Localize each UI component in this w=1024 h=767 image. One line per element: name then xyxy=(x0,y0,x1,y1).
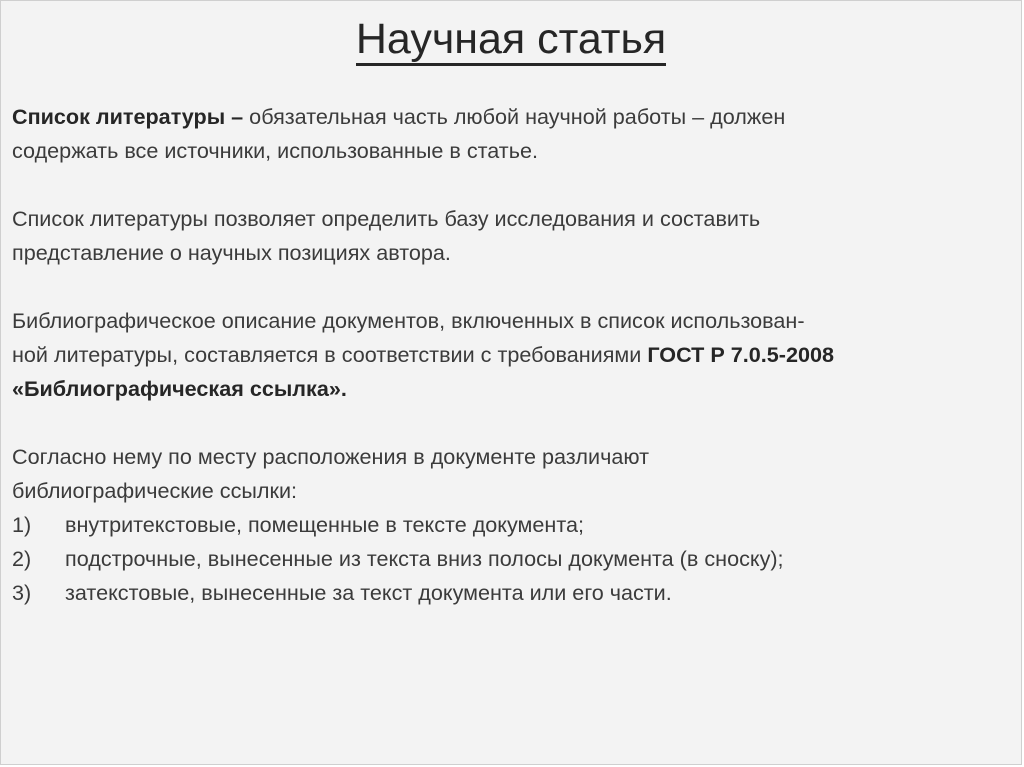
paragraph-1-rest: обязательная часть любой научной работы – должен xyxy=(243,104,786,129)
link-types-list xyxy=(12,508,1012,610)
list-item-text: внутритекстовые, помещенные в тексте документа; xyxy=(65,512,584,537)
paragraph-1-line-2: содержать все источники, использованные в статье. xyxy=(12,138,538,163)
list-item-number: 2) xyxy=(12,546,32,571)
slide-body xyxy=(12,100,1012,610)
gost-code: ГОСТ Р 7.0.5-2008 xyxy=(647,342,835,367)
list-item xyxy=(12,508,1012,542)
list-item-number: 1) xyxy=(12,512,32,537)
list-item-text: затекстовые, вынесенные за текст документа или его части. xyxy=(65,580,672,605)
gost-title: «Библиографическая ссылка». xyxy=(12,376,347,401)
paragraph-bibliography-purpose xyxy=(12,202,1012,270)
paragraph-3-line-2: ной литературы, составляется в соответствии с требованиями xyxy=(12,342,648,367)
paragraph-3-line-1: Библиографическое описание документов, включенных в список использован- xyxy=(12,308,805,333)
paragraph-link-types-intro xyxy=(12,440,1012,508)
list-item xyxy=(12,576,1012,610)
slide-title xyxy=(1,9,1021,69)
list-item xyxy=(12,542,1012,576)
term-bibliography: Список литературы – xyxy=(12,104,244,129)
list-item-text: подстрочные, вынесенные из текста вниз полосы документа (в сноску); xyxy=(65,546,784,571)
paragraph-gost-standard xyxy=(12,304,1012,406)
paragraph-2-line-2: представление о научных позициях автора. xyxy=(12,240,451,265)
paragraph-4-line-2: библиографические ссылки: xyxy=(12,478,298,503)
list-item-number: 3) xyxy=(12,580,32,605)
slide-title-text: Научная статья xyxy=(356,15,666,66)
paragraph-4-line-1: Согласно нему по месту расположения в документе различают xyxy=(12,444,649,469)
paragraph-bibliography-definition xyxy=(12,100,1012,168)
paragraph-2-line-1: Список литературы позволяет определить базу исследования и составить xyxy=(12,206,761,231)
